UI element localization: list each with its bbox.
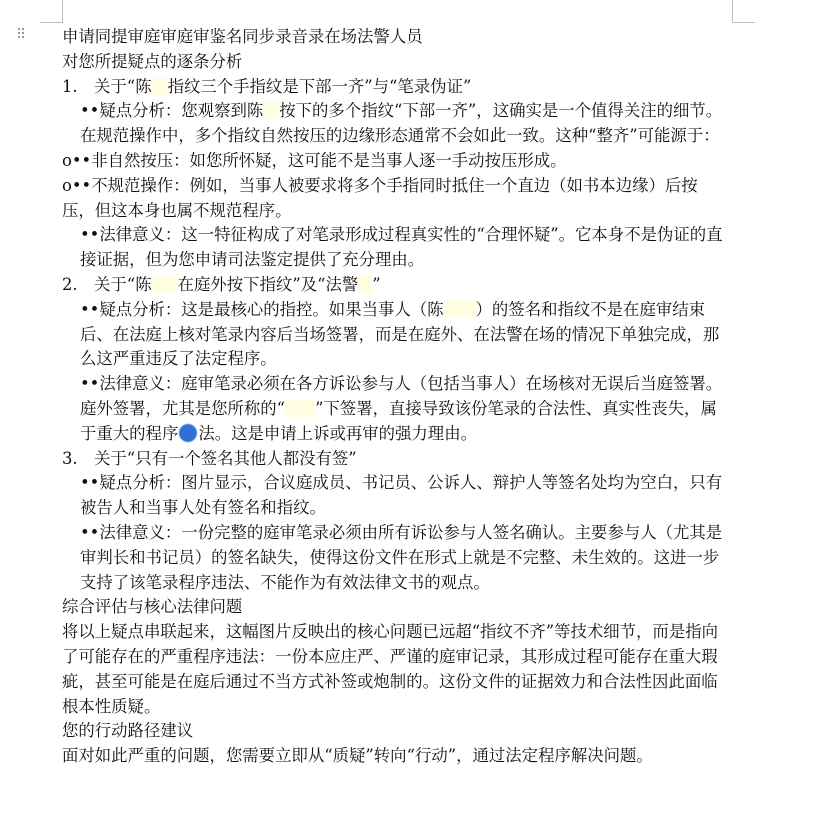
item-1-doubt-a: ••疑点分析：您观察到陈 bbox=[80, 101, 264, 121]
item-1-doubt bbox=[62, 99, 730, 149]
redaction bbox=[444, 300, 476, 318]
document-body[interactable] bbox=[62, 25, 730, 769]
drag-handle-icon[interactable]: ⠿ bbox=[16, 27, 26, 43]
item-2-legal-a: ••法律意义：庭审笔录必须在各方诉讼参与人（包括当事人）在场核对无误后当庭签署。庭外签署，尤其是您所称的“ bbox=[80, 374, 723, 418]
redaction bbox=[152, 275, 178, 293]
redaction bbox=[263, 101, 279, 119]
redaction bbox=[152, 77, 168, 95]
summary-paragraph: 将以上疑点串联起来，这幅图片反映出的核心问题已远超“指纹不齐”等技术细节，而是指向了可能存在的严重程序违法：一份本应庄严、严谨的庭审记录，其形成过程可能存在重大瑕疵，甚至可能是在庭后通过不当方式补签或炮制的。这份文件的证据效力和合法性因此面临根本性质疑。 bbox=[62, 622, 718, 716]
item-2-doubt bbox=[62, 298, 730, 372]
item-2-title-c: ” bbox=[372, 274, 381, 294]
item-1-doubt-b: 按下的多个指纹“下部一齐”，这确实是一个值得关注的细节。在规范操作中，多个指纹自然按压的边缘形态通常不会如此一致。这种“整齐”可能源于： bbox=[80, 101, 723, 146]
item-2-doubt-b: ）的签名和指纹不是在庭审结束后、在法庭上核对笔录内容后当场签署，而是在庭外、在法警在场的情况下单独完成，那么这严重违反了法定程序。 bbox=[80, 299, 720, 369]
item-1-title-a: 1. 关于“陈 bbox=[62, 76, 152, 96]
item-2-title bbox=[62, 273, 730, 298]
item-3-legal: ••法律意义：一份完整的庭审笔录必须由所有诉讼参与人签名确认。主要参与人（尤其是审判长和书记员）的签名缺失，使得这份文件在形式上就是不完整、未生效的。这进一步支持了该笔录程序违法、不能作为有效法律文书的观点。 bbox=[80, 522, 723, 592]
item-1-title bbox=[62, 75, 730, 100]
page-corner-mark-right bbox=[732, 0, 755, 23]
item-2-title-b: 在庭外按下指纹”及“法警 bbox=[177, 274, 359, 294]
item-1-option-2: o••不规范操作：例如，当事人被要求将多个手指同时抵住一个直边（如书本边缘）后按压，但这本身也属不规范程序。 bbox=[62, 175, 698, 220]
section-heading-summary: 综合评估与核心法律问题 bbox=[62, 597, 243, 617]
item-2-doubt-a: ••疑点分析：这是最核心的指控。如果当事人（陈 bbox=[80, 299, 444, 319]
document-title: 申请同提审庭审庭审鉴名同步录音录在场法警人员 bbox=[62, 27, 423, 46]
item-2-legal bbox=[62, 372, 730, 446]
section-heading-analysis: 对您所提疑点的逐条分析 bbox=[62, 51, 243, 71]
redaction bbox=[285, 399, 315, 417]
item-1-legal: ••法律意义：这一特征构成了对笔录形成过程真实性的“合理怀疑”。它本身不是伪证的直接证据，但为您申请司法鉴定提供了充分理由。 bbox=[80, 225, 723, 270]
item-3-doubt: ••疑点分析：图片显示，合议庭成员、书记员、公诉人、辩护人等签名处均为空白，只有被告人和当事人处有签名和指纹。 bbox=[80, 473, 723, 518]
item-2-legal-c: 法。这是申请上诉或再审的强力理由。 bbox=[198, 423, 477, 443]
item-1-title-b: 指纹三个手指纹是下部一齐”与“笔录伪证” bbox=[167, 76, 472, 96]
closing-paragraph: 面对如此严重的问题，您需要立即从“质疑”转向“行动”，通过法定程序解决问题。 bbox=[62, 746, 653, 766]
item-3-title: 3. 关于“只有一个签名其他人都没有签” bbox=[62, 448, 357, 468]
item-1-option-1: o••非自然按压：如您所怀疑，这可能不是当事人逐一手动按压形成。 bbox=[62, 150, 567, 170]
section-heading-actions: 您的行动路径建议 bbox=[62, 721, 194, 741]
page-corner-mark-left bbox=[40, 0, 63, 23]
blue-redaction-mark bbox=[179, 424, 197, 442]
item-2-title-a: 2. 关于“陈 bbox=[62, 274, 152, 294]
item-2-legal-b: ”下签署，直接导致该份笔录的合法性、真实性丧失，属于重大的程序 bbox=[80, 398, 717, 443]
redaction bbox=[358, 275, 372, 293]
